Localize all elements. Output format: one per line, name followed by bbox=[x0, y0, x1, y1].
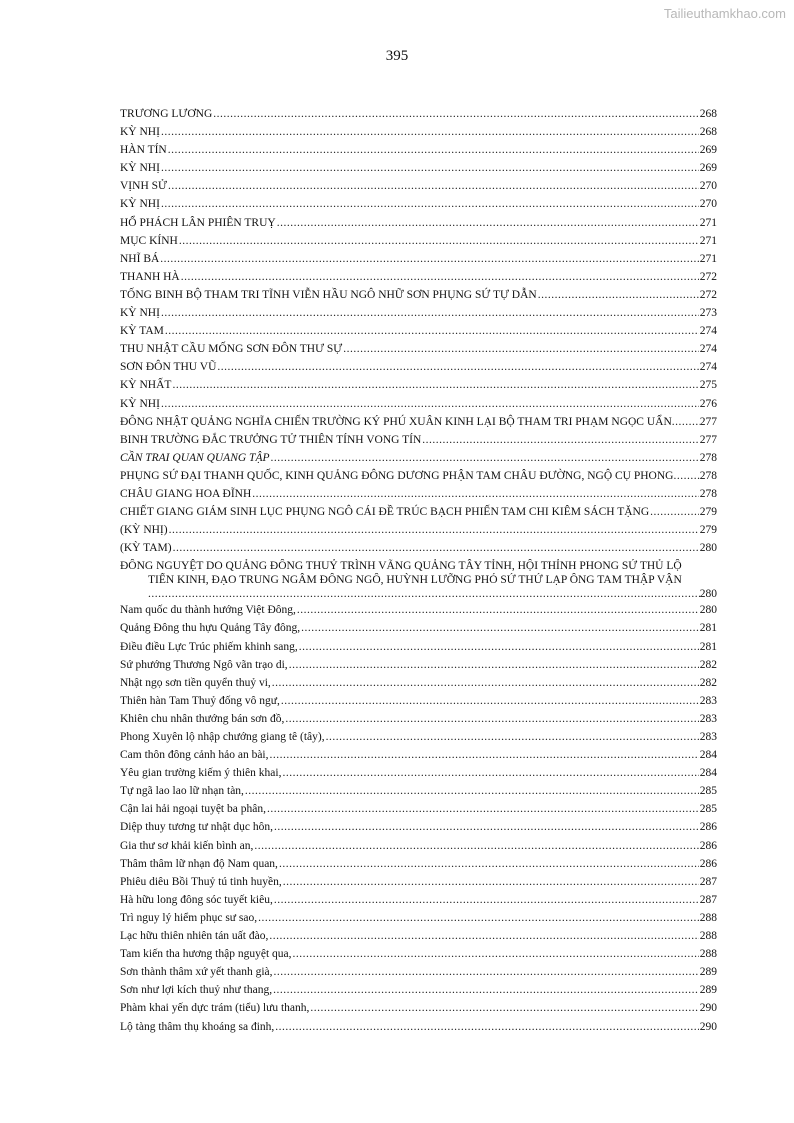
dot-leader bbox=[165, 322, 699, 340]
dot-leader bbox=[274, 963, 699, 981]
dot-leader bbox=[179, 232, 699, 250]
entry-title: Quảng Đông thu hựu Quảng Tây đông, bbox=[120, 622, 301, 635]
toc-entry bbox=[120, 304, 717, 322]
entry-page: 269 bbox=[699, 144, 717, 157]
entry-page: 284 bbox=[699, 767, 717, 780]
long-entry-line-2: TIẾN KINH, ĐẠO TRUNG NGÂM ĐÔNG NGÔ, HUỲNH LƯỠNG PHÓ SỨ THỨ LẠP ÔNG TAM THẬP VẬN bbox=[148, 574, 682, 587]
toc-entry bbox=[120, 601, 717, 619]
dot-leader bbox=[538, 286, 699, 304]
dot-leader bbox=[148, 587, 700, 601]
entry-title: TRƯƠNG LƯƠNG bbox=[120, 108, 213, 120]
entry-page: 278 bbox=[699, 469, 717, 482]
entry-title: Nhật ngọ sơn tiền quyển thuỷ vi, bbox=[120, 676, 271, 689]
page-number: 395 bbox=[385, 48, 409, 64]
entry-page: 289 bbox=[699, 966, 717, 979]
dot-leader bbox=[172, 376, 698, 394]
entry-title: KỲ TAM bbox=[120, 325, 164, 338]
entry-page: 268 bbox=[699, 126, 717, 139]
dot-leader bbox=[289, 656, 699, 674]
toc-entry bbox=[120, 728, 717, 746]
toc-entry bbox=[120, 413, 717, 431]
dot-leader bbox=[282, 764, 698, 782]
dot-leader bbox=[283, 873, 699, 891]
entry-title: Trì nguy lý hiểm phục sư sao, bbox=[120, 911, 258, 924]
entry-page: 282 bbox=[699, 658, 717, 671]
entry-title: KỲ NHỊ bbox=[120, 397, 160, 410]
toc-entry bbox=[120, 927, 717, 945]
entry-title: Tự ngã lao lao lữ nhạn tàn, bbox=[120, 785, 244, 798]
entry-title: KỲ NHỊ bbox=[120, 162, 160, 175]
entry-page: 290 bbox=[699, 1020, 717, 1033]
entry-title: CHIẾT GIANG GIÁM SINH LỤC PHỤNG NGÔ CÁI ĐỀ TRÚC BẠCH PHIẾN TAM CHI KIÊM SÁCH TẶNG bbox=[120, 506, 650, 519]
dot-leader bbox=[269, 927, 698, 945]
entry-title: NHĨ BÁ bbox=[120, 252, 160, 265]
toc-entry bbox=[120, 358, 717, 376]
dot-leader bbox=[161, 304, 699, 322]
dot-leader bbox=[299, 638, 699, 656]
entry-title: Phiêu diêu Bồi Thuỷ tú tinh huyền, bbox=[120, 875, 282, 888]
dot-leader bbox=[258, 909, 699, 927]
dot-leader bbox=[310, 999, 698, 1017]
entry-page: 275 bbox=[699, 379, 717, 392]
dot-leader bbox=[422, 431, 698, 449]
toc-entry bbox=[120, 818, 717, 836]
toc-entry bbox=[120, 395, 717, 413]
dot-leader bbox=[650, 503, 699, 521]
dot-leader bbox=[281, 692, 699, 710]
entry-title: Gia thư sơ khải kiến bình an, bbox=[120, 839, 254, 852]
entry-title: BINH TRƯỜNG ĐẮC TRƯỞNG TỬ THIÊN TÍNH VONG TÍN bbox=[120, 433, 422, 446]
toc-entry bbox=[120, 214, 717, 232]
entry-page: 276 bbox=[699, 397, 717, 410]
entry-title: Phong Xuyên lộ nhập chướng giang tê (tây), bbox=[120, 731, 325, 743]
entry-page: 270 bbox=[699, 198, 717, 211]
dot-leader bbox=[326, 728, 699, 746]
entry-page: 279 bbox=[699, 524, 717, 537]
entry-page: 288 bbox=[699, 948, 717, 961]
entry-title: Lộ tàng thâm thụ khoáng sa đinh, bbox=[120, 1020, 275, 1033]
entry-page: 274 bbox=[699, 361, 717, 374]
entry-title: Sơn như lợi kích thuỷ như thang, bbox=[120, 984, 273, 997]
entry-title: Điều điều Lực Trúc phiếm khinh sang, bbox=[120, 640, 298, 653]
entry-title: THANH HÀ bbox=[120, 270, 180, 283]
toc-entry bbox=[120, 177, 717, 195]
dot-leader bbox=[161, 123, 699, 141]
entry-page: 278 bbox=[699, 451, 717, 464]
dot-leader bbox=[343, 340, 699, 358]
long-entry-line-1: ĐÔNG NGUYỆT DO QUẢNG ĐÔNG THUỶ TRÌNH VÃNG QUẢNG TÂY TỈNH, HỘI THỈNH PHONG SỨ THỦ LỘ bbox=[120, 560, 682, 573]
toc-entry bbox=[120, 800, 717, 818]
watermark: Tailieuthamkhao.com bbox=[663, 6, 786, 21]
entry-title: Cận lai hải ngoại tuyệt ba phân, bbox=[120, 803, 266, 816]
entry-title: Thâm thâm lữ nhạn độ Nam quan, bbox=[120, 857, 278, 870]
toc-entry bbox=[120, 945, 717, 963]
entry-page: 287 bbox=[699, 875, 717, 888]
entry-page: 273 bbox=[699, 307, 717, 320]
toc-entry bbox=[120, 981, 717, 999]
toc-part-1 bbox=[120, 105, 717, 557]
toc-entry bbox=[120, 105, 717, 123]
entry-page: 284 bbox=[699, 749, 717, 762]
toc-entry bbox=[120, 141, 717, 159]
entry-title: Lạc hữu thiên nhiên tán uất đào, bbox=[120, 930, 269, 943]
entry-page: 283 bbox=[699, 712, 717, 725]
toc-entry bbox=[120, 656, 717, 674]
toc-part-2 bbox=[120, 601, 717, 1035]
toc-entry bbox=[120, 873, 717, 891]
dot-leader bbox=[271, 449, 699, 467]
entry-title: PHỤNG SỨ ĐẠI THANH QUỐC, KINH QUẢNG ĐÔNG DƯƠNG PHẬN TAM CHÂU ĐƯỜNG, NGỘ CỤ PHONG bbox=[120, 469, 674, 482]
toc-entry bbox=[120, 909, 717, 927]
entry-page: 270 bbox=[699, 180, 717, 193]
toc-entry bbox=[120, 159, 717, 177]
toc-entry bbox=[120, 619, 717, 637]
entry-page: 286 bbox=[699, 821, 717, 834]
toc-entry bbox=[120, 764, 717, 782]
toc-entry bbox=[120, 250, 717, 268]
toc-entry bbox=[120, 485, 717, 503]
toc-entry bbox=[120, 746, 717, 764]
dot-leader bbox=[169, 521, 699, 539]
toc-entry bbox=[120, 449, 717, 467]
toc-entry bbox=[120, 195, 717, 213]
dot-leader bbox=[285, 710, 698, 728]
entry-page: 282 bbox=[699, 676, 717, 689]
entry-title: CẦN TRAI QUAN QUANG TẬP bbox=[120, 451, 270, 464]
dot-leader bbox=[301, 619, 699, 637]
entry-title: KỲ NHỊ bbox=[120, 198, 160, 211]
toc-entry bbox=[120, 638, 717, 656]
toc-entry bbox=[120, 521, 717, 539]
entry-title: Cam thôn đông cảnh hảo an bài, bbox=[120, 749, 269, 762]
dot-leader bbox=[245, 782, 699, 800]
toc-entry bbox=[120, 855, 717, 873]
entry-page: 289 bbox=[699, 984, 717, 997]
dot-leader bbox=[297, 601, 699, 619]
entry-title: Tam kiến tha hương thập nguyệt qua, bbox=[120, 948, 292, 961]
entry-title: VỊNH SỬ bbox=[120, 180, 167, 193]
entry-page: 281 bbox=[699, 640, 717, 653]
entry-title: (KỲ NHỊ) bbox=[120, 524, 168, 537]
toc-entry bbox=[120, 674, 717, 692]
toc-entry bbox=[120, 340, 717, 358]
entry-title: TỐNG BINH BỘ THAM TRI TĨNH VIỄN HẦU NGÔ NHỮ SƠN PHỤNG SỨ TỰ DẪN bbox=[120, 288, 537, 301]
entry-page: 285 bbox=[699, 785, 717, 798]
dot-leader bbox=[673, 467, 699, 485]
entry-page: 274 bbox=[699, 343, 717, 356]
dot-leader bbox=[161, 159, 699, 177]
dot-leader bbox=[254, 837, 698, 855]
entry-page: 278 bbox=[699, 487, 717, 500]
toc-entry bbox=[120, 891, 717, 909]
toc-entry bbox=[120, 268, 717, 286]
long-entry-page: 280 bbox=[699, 588, 717, 601]
toc-entry bbox=[120, 963, 717, 981]
entry-page: 290 bbox=[699, 1002, 717, 1015]
entry-title: Nam quốc du thành hướng Việt Đông, bbox=[120, 604, 296, 617]
entry-page: 277 bbox=[699, 415, 717, 428]
long-entry-line-3 bbox=[120, 587, 717, 601]
entry-title: KỲ NHẤT bbox=[120, 379, 172, 392]
dot-leader bbox=[293, 945, 699, 963]
entry-page: 283 bbox=[699, 731, 717, 743]
entry-title: ĐÔNG NHẬT QUẢNG NGHĨA CHIẾN TRƯỜNG KÝ PHÚ XUÂN KINH LẠI BỘ THAM TRI PHẠM NGỌC UẨN bbox=[120, 415, 672, 428]
table-of-contents bbox=[120, 105, 717, 1036]
entry-page: 274 bbox=[699, 325, 717, 338]
dot-leader bbox=[217, 358, 698, 376]
toc-entry bbox=[120, 376, 717, 394]
entry-page: 288 bbox=[699, 911, 717, 924]
entry-page: 268 bbox=[699, 108, 717, 120]
dot-leader bbox=[672, 413, 700, 431]
entry-page: 281 bbox=[699, 622, 717, 635]
toc-entry bbox=[120, 710, 717, 728]
toc-entry bbox=[120, 467, 717, 485]
dot-leader bbox=[161, 395, 699, 413]
dot-leader bbox=[181, 268, 699, 286]
entry-page: 272 bbox=[699, 288, 717, 301]
dot-leader bbox=[273, 981, 699, 999]
toc-entry bbox=[120, 1018, 717, 1036]
toc-entry bbox=[120, 431, 717, 449]
dot-leader bbox=[274, 891, 699, 909]
entry-page: 285 bbox=[699, 803, 717, 816]
entry-title: KỲ NHỊ bbox=[120, 126, 160, 139]
dot-leader bbox=[270, 746, 699, 764]
entry-title: Phàm khai yến dực trám (tiểu) lưu thanh, bbox=[120, 1002, 310, 1015]
dot-leader bbox=[161, 195, 699, 213]
toc-entry bbox=[120, 539, 717, 557]
dot-leader bbox=[168, 141, 699, 159]
entry-page: 288 bbox=[699, 930, 717, 943]
toc-entry bbox=[120, 503, 717, 521]
dot-leader bbox=[267, 800, 699, 818]
entry-title: Thiên hàn Tam Thuỷ đống vô ngư, bbox=[120, 694, 280, 707]
entry-title: Yêu gian trường kiếm ý thiên khai, bbox=[120, 767, 282, 780]
entry-title: KỲ NHỊ bbox=[120, 307, 160, 320]
entry-page: 271 bbox=[699, 252, 717, 265]
dot-leader bbox=[274, 818, 699, 836]
dot-leader bbox=[213, 105, 698, 123]
entry-page: 271 bbox=[699, 234, 717, 247]
entry-title: THU NHẬT CẦU MỐNG SƠN ĐÔN THƯ SỰ bbox=[120, 343, 343, 356]
entry-page: 277 bbox=[699, 433, 717, 446]
entry-title: Hà hữu long đông sóc tuyết kiêu, bbox=[120, 893, 273, 906]
dot-leader bbox=[173, 539, 699, 557]
entry-page: 271 bbox=[699, 216, 717, 229]
dot-leader bbox=[160, 250, 698, 268]
entry-title: Diệp thuy tương tư nhật dục hôn, bbox=[120, 821, 274, 834]
entry-page: 286 bbox=[699, 839, 717, 852]
dot-leader bbox=[168, 177, 699, 195]
toc-entry bbox=[120, 837, 717, 855]
toc-entry bbox=[120, 232, 717, 250]
toc-entry bbox=[120, 123, 717, 141]
dot-leader bbox=[277, 214, 699, 232]
entry-page: 283 bbox=[699, 694, 717, 707]
toc-entry bbox=[120, 286, 717, 304]
toc-entry bbox=[120, 322, 717, 340]
entry-page: 287 bbox=[699, 893, 717, 906]
entry-page: 279 bbox=[699, 506, 717, 519]
dot-leader bbox=[275, 1018, 698, 1036]
entry-title: Sứ phướng Thương Ngô vãn trạo di, bbox=[120, 658, 288, 671]
entry-title: (KỲ TAM) bbox=[120, 542, 172, 555]
entry-page: 269 bbox=[699, 162, 717, 175]
entry-title: CHÂU GIANG HOA ĐĨNH bbox=[120, 487, 252, 500]
entry-title: Khiên chu nhân thướng bán sơn đồ, bbox=[120, 712, 285, 725]
toc-entry bbox=[120, 999, 717, 1017]
dot-leader bbox=[279, 855, 699, 873]
entry-title: Sơn thành thâm xứ yết thanh già, bbox=[120, 966, 273, 979]
entry-title: HÀN TÍN bbox=[120, 144, 167, 157]
entry-title: SƠN ĐÔN THU VŨ bbox=[120, 361, 217, 374]
toc-entry bbox=[120, 782, 717, 800]
entry-title: MỤC KÍNH bbox=[120, 234, 178, 247]
entry-page: 280 bbox=[699, 604, 717, 617]
entry-page: 280 bbox=[699, 542, 717, 555]
toc-entry bbox=[120, 692, 717, 710]
dot-leader bbox=[252, 485, 698, 503]
toc-long-entry bbox=[120, 559, 717, 601]
entry-title: HỔ PHÁCH LÂN PHIÊN TRUỴ bbox=[120, 216, 276, 229]
entry-page: 272 bbox=[699, 270, 717, 283]
entry-page: 286 bbox=[699, 857, 717, 870]
dot-leader bbox=[272, 674, 699, 692]
